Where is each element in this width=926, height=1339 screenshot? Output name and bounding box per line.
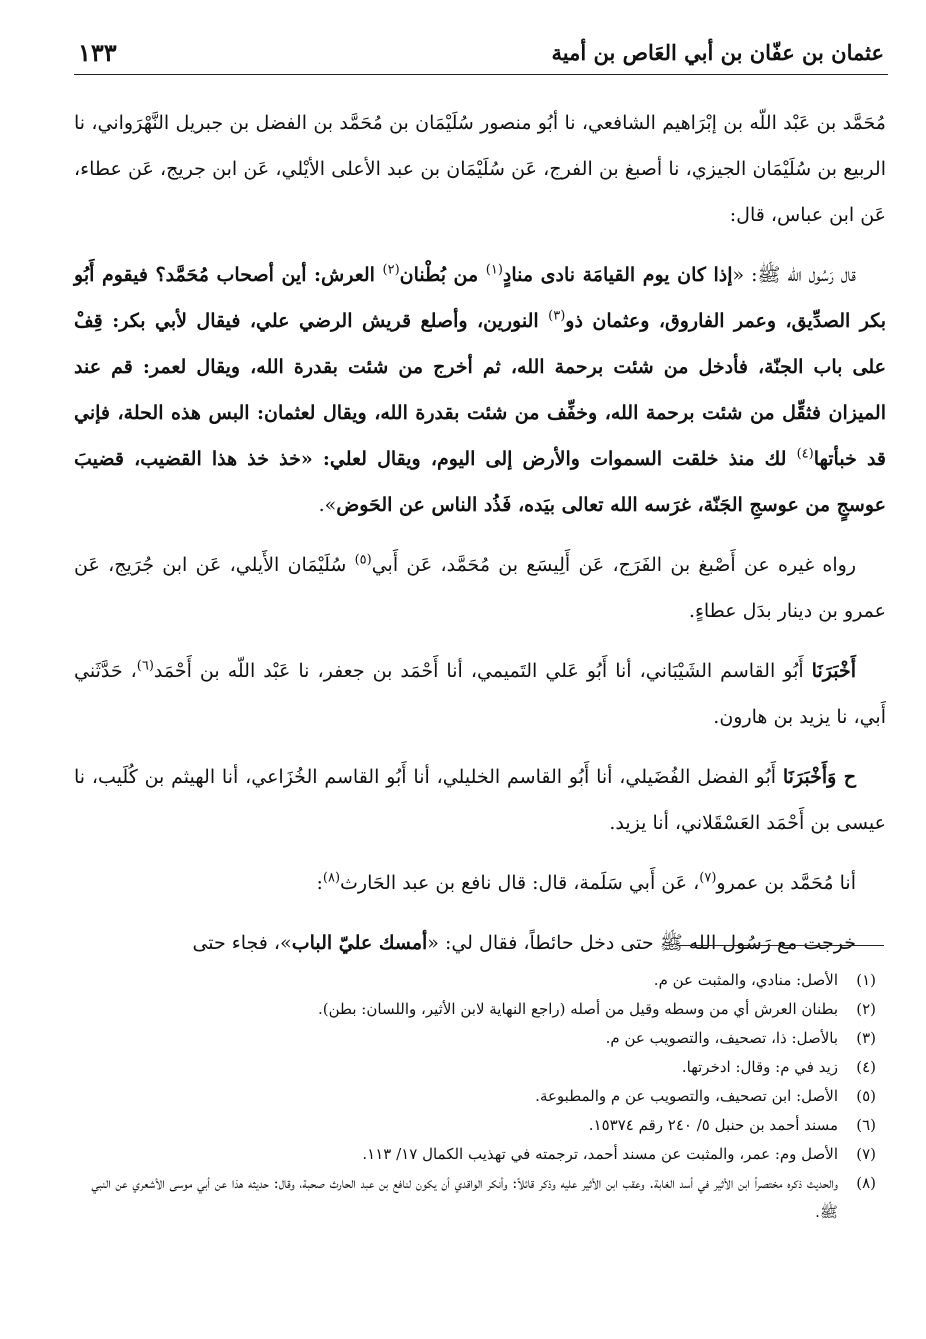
footnote-number: (٧) (856, 1145, 876, 1163)
footnote-text: زيد في م: وقال: ادخرتها. (681, 1058, 838, 1076)
footnote-number: (٨) (856, 1174, 876, 1192)
footnote-text: الأصل: منادي، والمثبت عن م. (653, 971, 838, 989)
footnote (74, 966, 886, 995)
footnote-marker: (١) (485, 262, 503, 278)
footnote-marker: (٦) (136, 658, 154, 674)
footnote-text: بالأصل: ذا، تصحيف، والتصويب عن م. (605, 1029, 838, 1047)
footnote-marker: (٧) (699, 870, 717, 886)
footnotes (74, 966, 886, 1227)
running-title: عثمان بن عفّان بن أبي العَاص بن أمية (551, 40, 884, 65)
footnote (74, 1111, 886, 1140)
main-text (74, 100, 886, 980)
footnote-marker: (٤) (796, 446, 814, 462)
text-run: أنا مُحَمَّد بن عمرو (716, 872, 856, 894)
text-run: خرجت مع رَسُول الله ﷺ حتى دخل حائطاً، فقال لي: « (427, 932, 856, 954)
footnote-number: (١) (856, 971, 876, 989)
footnote (74, 1169, 886, 1227)
paragraph-isnad-3 (74, 754, 886, 846)
text-run: أمسك عليّ الباب (291, 932, 428, 954)
footnote-separator (677, 945, 884, 946)
text-run: النورين، وأصلع قريش الرضي علي، فيقال لأبي بكر: قِفْ على باب الجنّة، فأدخل من شئت برحمة الله، ثم أخرج من شئت بقدرة الله، ويقال لعمر: قم عند الميزان فثقِّل من شئت برحمة الله، وخفِّف من شئت بقدرة الله، ويقال لعثمان: البس هذه الحلة، فإني قد خبأتها (74, 310, 887, 470)
text-run: ، عَن أَبي سَلَمة، قال: قال نافع بن عبد الحَارث (340, 872, 700, 894)
text-run: العرش: أين أصحاب مُحَمَّد؟ فيقوم أَبُو بكر الصدِّيق، وعمر الفاروق، وعثمان ذو (74, 264, 887, 332)
footnote (74, 1024, 886, 1053)
paragraph-riwaya (74, 542, 886, 634)
footnote-marker: (٨) (322, 870, 341, 886)
footnote (74, 995, 886, 1024)
text-run: رواه غيره عن أَصْبغ بن الفَرَج، عَن أَلِيسَع بن مُحَمَّد، عَن أَبي (371, 554, 856, 576)
text-run: لك منذ خلقت السموات والأرض إلى اليوم، ويقال لعلي: «خذ خذ هذا القضيب، قضيبَ عوسجٍ من عوسجِ الجَنّة، غرَسه الله تعالى بيَده، فَذُد الناس عن الحَوض (74, 448, 886, 516)
text-run: من بُطْنان (399, 264, 486, 286)
text-run: ، حَدَّثَني أَبي، نا يزيد بن هارون. (74, 660, 886, 728)
footnote-number: (٦) (856, 1116, 876, 1134)
text-run: ». (318, 494, 337, 516)
footnote (74, 1082, 886, 1111)
footnote-marker: (٢) (382, 262, 400, 278)
text-run: أَبُو الفضل الفُضَيلي، أنا أَبُو القاسم الخليلي، أنا أَبُو القاسم الخُزَاعي، أنا الهيثم بن كُلَيب، نا عيسى بن أَحْمَد العَسْقَلاني، أنا يزيد. (74, 766, 886, 834)
text-run: قال رَسُول الله ﷺ: « (732, 264, 856, 286)
text-run: إذا كان يوم القيامَة نادى منادٍ (502, 264, 733, 286)
text-run: سُلَيْمَان الأَيلي، عَن ابن جُرَيج، عَن عمرو بن دينار بدَل عطاءٍ. (74, 554, 886, 622)
footnote (74, 1140, 886, 1169)
paragraph-isnad-2 (74, 648, 886, 740)
footnote-number: (٤) (856, 1058, 876, 1076)
text-run: »، فجاء حتى (192, 932, 292, 954)
footnote-text: والحديث ذكره مختصراً ابن الأثير في أسد الغابة. وعقب ابن الأثير عليه وذكر قائلاً: وأنكر الواقدي أن يكون لنافع بن عبد الحارث صحبة، وقال: حديثه هذا عن أبي موسى الأشعري عن النبي ﷺ. (91, 1174, 838, 1221)
footnote-text: الأصل وم: عمر، والمثبت عن مسند أحمد، ترجمته في تهذيب الكمال ١٧/ ١١٣. (362, 1145, 838, 1163)
text-run: ح وَأَخْبَرَنَا (782, 766, 857, 788)
footnote-number: (٥) (856, 1087, 876, 1105)
footnote (74, 1053, 886, 1082)
page-number: ١٣٣ (78, 38, 117, 67)
footnote-number: (٢) (856, 1000, 876, 1018)
footnote-text: الأصل: ابن تصحيف، والتصويب عن م والمطبوعة. (535, 1087, 838, 1105)
footnote-marker: (٣) (548, 308, 566, 324)
text-run: أَبُو القاسم الشَيْبَاني، أنا أَبُو عَلي التَميمي، أنا أَحْمَد بن جعفر، نا عَبْد اللّه بن أَحْمَد (153, 660, 812, 682)
paragraph-hadith (74, 252, 886, 528)
text-run: مُحَمَّد بن عَبْد اللّه بن إبْرَاهيم الشافعي، نا أبُو منصور سُلَيْمَان بن مُحَمَّد بن الفضل بن جبريل النَّهْرَواني، نا الربيع بن سُلَيْمَان الجيزي، نا أصبغ بن الفرج، عَن سُلَيْمَان بن عبد الأعلى الأيْلي، عَن ابن جريج، عَن عطاء، عَن ابن عباس، قال: (74, 112, 886, 226)
footnote-text: بطنان العرش أي من وسطه وقيل من أصله (راجع النهاية لابن الأثير، واللسان: بطن). (318, 1000, 838, 1018)
text-run: : (316, 872, 323, 894)
footnote-text: مسند أحمد بن حنبل ٥/ ٢٤٠ رقم ١٥٣٧٤. (588, 1116, 838, 1134)
footnote-number: (٣) (856, 1029, 876, 1047)
footnote-marker: (٥) (354, 552, 372, 568)
paragraph-isnad-1 (74, 100, 886, 238)
paragraph-isnad-4 (74, 860, 886, 906)
text-run: أَخْبَرَنَا (811, 660, 856, 682)
paragraph-narration (74, 920, 886, 966)
running-header (74, 34, 888, 75)
